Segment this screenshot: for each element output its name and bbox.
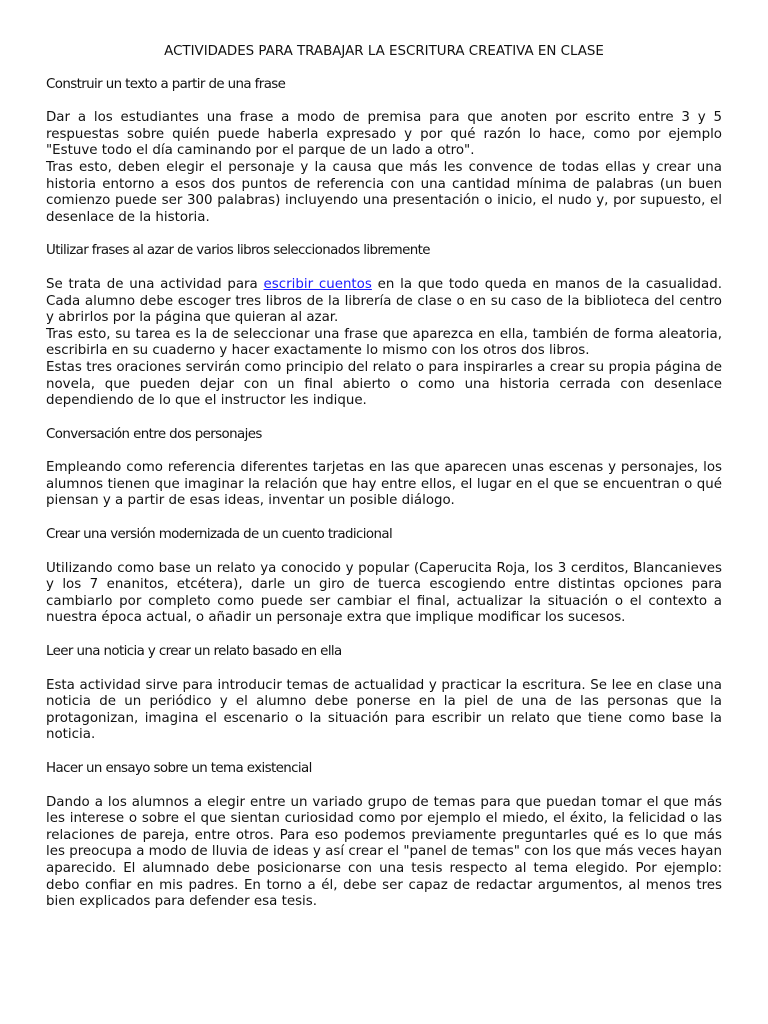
section-paragraph-3: Empleando como referencia diferentes tarjetas en las que aparecen unas escenas y personajes, los alumnos tienen que imaginar la relación que hay entre ellos, el lugar en el que se encuentran o qué piensan y a partir de esas ideas, inventar un posible diálogo. bbox=[46, 460, 722, 509]
section-paragraph-1 bbox=[46, 110, 722, 226]
document-page bbox=[46, 44, 722, 928]
section-paragraph-4: Utilizando como base un relato ya conocido y popular (Caperucita Roja, los 3 cerditos, Blancanieves y los 7 enanitos, etcétera), darle un giro de tuerca escogiendo entre distintas opciones para cambiarlo por completo como puede ser cambiar el final, actualizar la situación o el contexto a nuestra época actual, o añadir un personaje extra que implique modificar los sucesos. bbox=[46, 560, 722, 626]
section-heading-1: Construir un texto a partir de una frase bbox=[46, 76, 286, 92]
document-title: ACTIVIDADES PARA TRABAJAR LA ESCRITURA CREATIVA EN CLASE bbox=[164, 44, 604, 59]
section-heading-6: Hacer un ensayo sobre un tema existencial bbox=[46, 761, 312, 776]
section-heading-5: Leer una noticia y crear un relato basado en ella bbox=[46, 644, 342, 660]
section-heading-2: Utilizar frases al azar de varios libros seleccionados libremente bbox=[46, 243, 430, 259]
text-after-link: en la que todo queda en manos de la casualidad. Cada alumno debe escoger tres libros de la librería de clase o en su caso de la biblioteca del centro y abrirlos por la página que quieran al azar. bbox=[46, 276, 723, 326]
paragraph-line: Tras esto, deben elegir el personaje y la causa que más les convence de todas ellas y crear una historia entorno a esos dos puntos de referencia con una cantidad mínima de palabras (un buen comienzo puede ser 300 palabras) incluyendo una presentación o inicio, el nudo y, por supuesto, el desenlace de la historia. bbox=[46, 159, 722, 225]
paragraph-line: Tras esto, su tarea es la de seleccionar una frase que aparezca en ella, también de forma aleatoria, escribirla en su cuaderno y hacer exactamente lo mismo con los otros dos libros. bbox=[46, 326, 722, 359]
section-heading-4: Crear una versión modernizada de un cuento tradicional bbox=[46, 527, 393, 543]
section-paragraph-5: Esta actividad sirve para introducir temas de actualidad y practicar la escritura. Se lee en clase una noticia de un periódico y el alumno debe ponerse en la piel de una de las personas que la protagonizan, imagina el escenario o la situación para escribir un relato que tiene como base la noticia. bbox=[46, 677, 722, 743]
section-paragraph-2 bbox=[46, 277, 722, 410]
text-before-link: Se trata de una actividad para bbox=[46, 276, 264, 292]
section-heading-3: Conversación entre dos personajes bbox=[46, 426, 262, 442]
paragraph-line: Dar a los estudiantes una frase a modo de premisa para que anoten por escrito entre 3 y 5 respuestas sobre quién puede haberla expresado y por qué razón lo hace, como por ejemplo "Estuve todo el día caminando por el parque de un lado a otro". bbox=[46, 110, 722, 159]
escribir-cuentos-link[interactable]: escribir cuentos bbox=[263, 276, 372, 292]
paragraph-line: Estas tres oraciones servirán como principio del relato o para inspirarles a crear su propia página de novela, que pueden dejar con un final abierto o como una historia cerrada con desenlace dependiendo de lo que el instructor les indique. bbox=[46, 359, 722, 409]
section-paragraph-6: Dando a los alumnos a elegir entre un variado grupo de temas para que puedan tomar el que más les interese o sobre el que sientan curiosidad como por ejemplo el miedo, el éxito, la felicidad o las relaciones de pareja, entre otros. Para eso podemos previamente preguntarles qué es lo que más les preocupa a modo de lluvia de ideas y así crear el "panel de temas" con los que más veces hayan aparecido. El alumnado debe posicionarse con una tesis respecto al tema elegido. Por ejemplo: debo confiar en mis padres. En torno a él, debe ser capaz de redactar argumentos, al menos tres bien explicados para defender esa tesis. bbox=[46, 794, 722, 910]
paragraph-line bbox=[46, 277, 722, 327]
